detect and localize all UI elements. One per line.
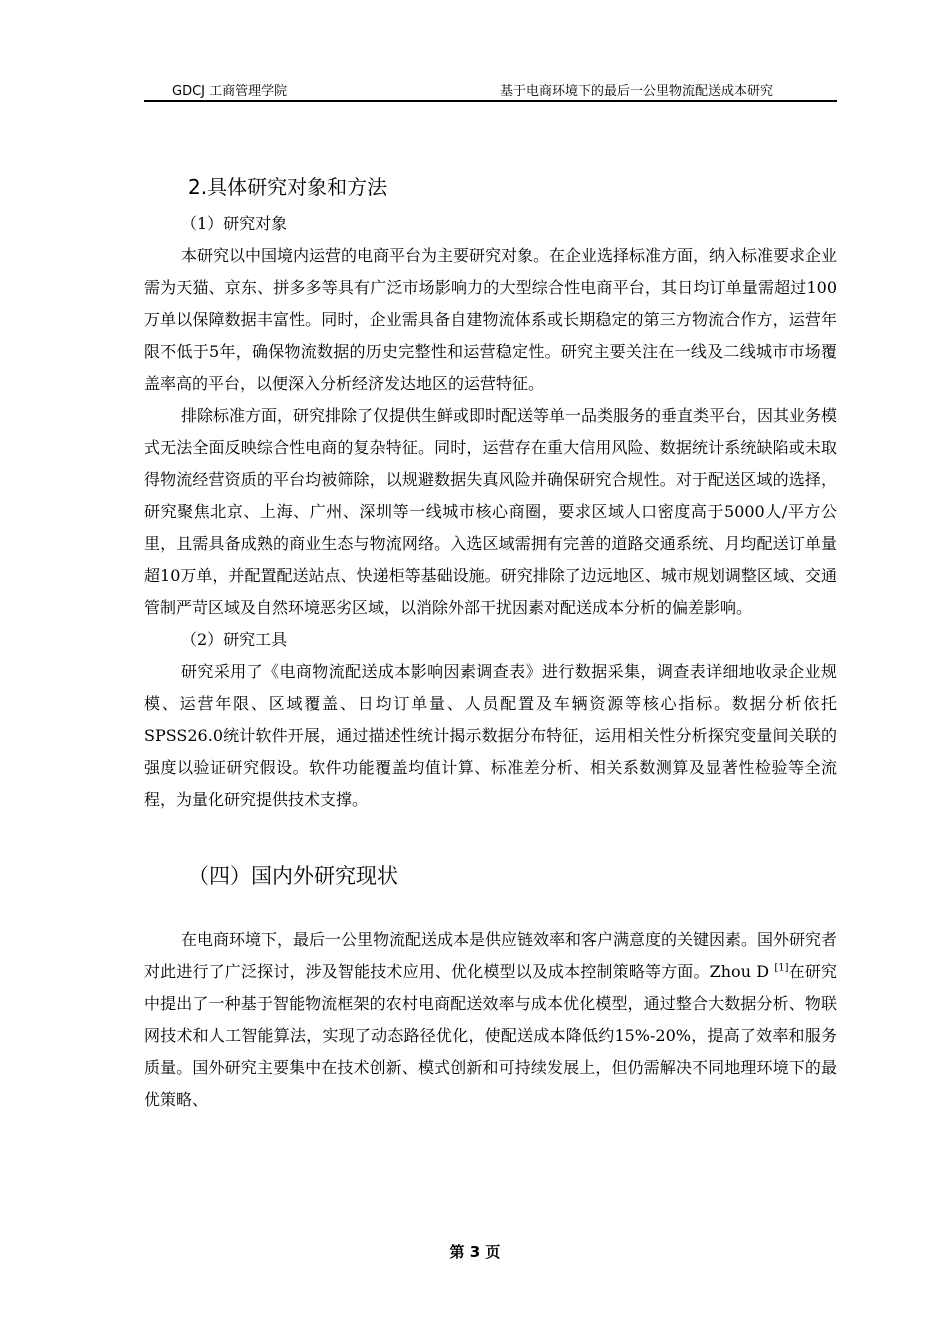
header-divider — [144, 100, 837, 102]
header-thesis-title: 基于电商环境下的最后一公里物流配送成本研究 — [499, 84, 773, 99]
page-header — [144, 78, 837, 100]
page-body — [144, 170, 837, 1116]
subheading-research-objects: （1）研究对象 — [181, 214, 288, 233]
paragraph-research-status — [144, 924, 837, 1116]
paragraph-inclusion-criteria: 本研究以中国境内运营的电商平台为主要研究对象。在企业选择标准方面，纳入标准要求企业需为天猫、京东、拼多多等具有广泛市场影响力的大型综合性电商平台，其日均订单量需超过100万单以保障数据丰富性。同时，企业需具备自建物流体系或长期稳定的第三方物流合作方，运营年限不低于5年，确保物流数据的历史完整性和运营稳定性。研究主要关注在一线及二线城市市场覆盖率高的平台，以便深入分析经济发达地区的运营特征。 — [144, 246, 838, 393]
page-number: 第 3 页 — [449, 1243, 501, 1261]
section-heading-research-objects-methods: 2.具体研究对象和方法 — [188, 175, 388, 199]
paragraph-exclusion-criteria: 排除标准方面，研究排除了仅提供生鲜或即时配送等单一品类服务的垂直类平台，因其业务模式无法全面反映综合性电商的复杂特征。同时，运营存在重大信用风险、数据统计系统缺陷或未取得物流经营资质的平台均被筛除，以规避数据失真风险并确保研究合规性。对于配送区域的选择，研究聚焦北京、上海、广州、深圳等一线城市核心商圈，要求区域人口密度高于5000人/平方公里，且需具备成熟的商业生态与物流网络。入选区域需拥有完善的道路交通系统、月均配送订单量超10万单，并配置配送站点、快递柜等基础设施。研究排除了边远地区、城市规划调整区域、交通管制严苛区域及自然环境恶劣区域，以消除外部干扰因素对配送成本分析的偏差影响。 — [144, 406, 838, 617]
citation-marker[interactable]: [1] — [774, 962, 789, 974]
section-heading-research-status: （四）国内外研究现状 — [188, 864, 398, 888]
subheading-research-tools: （2）研究工具 — [181, 630, 288, 649]
paragraph-text-before-citation: 在电商环境下，最后一公里物流配送成本是供应链效率和客户满意度的关键因素。国外研究者对此进行了广泛探讨，涉及智能技术应用、优化模型以及成本控制策略等方面。Zhou D — [144, 930, 838, 981]
paragraph-research-tools: 研究采用了《电商物流配送成本影响因素调查表》进行数据采集，调查表详细地收录企业规模、运营年限、区域覆盖、日均订单量、人员配置及车辆资源等核心指标。数据分析依托SPSS26.0统计软件开展，通过描述性统计揭示数据分布特征，运用相关性分析探究变量间关联的强度以验证研究假设。软件功能覆盖均值计算、标准差分析、相关系数测算及显著性检验等全流程，为量化研究提供技术支撑。 — [144, 662, 837, 809]
header-institution: GDCJ 工商管理学院 — [172, 84, 288, 99]
paragraph-text-after-citation: 在研究中提出了一种基于智能物流框架的农村电商配送效率与成本优化模型，通过整合大数据分析、物联网技术和人工智能算法，实现了动态路径优化，使配送成本降低约15%-20%，提高了效率和服务质量。国外研究主要集中在技术创新、模式创新和可持续发展上，但仍需解决不同地理环境下的最优策略、 — [144, 962, 837, 1109]
